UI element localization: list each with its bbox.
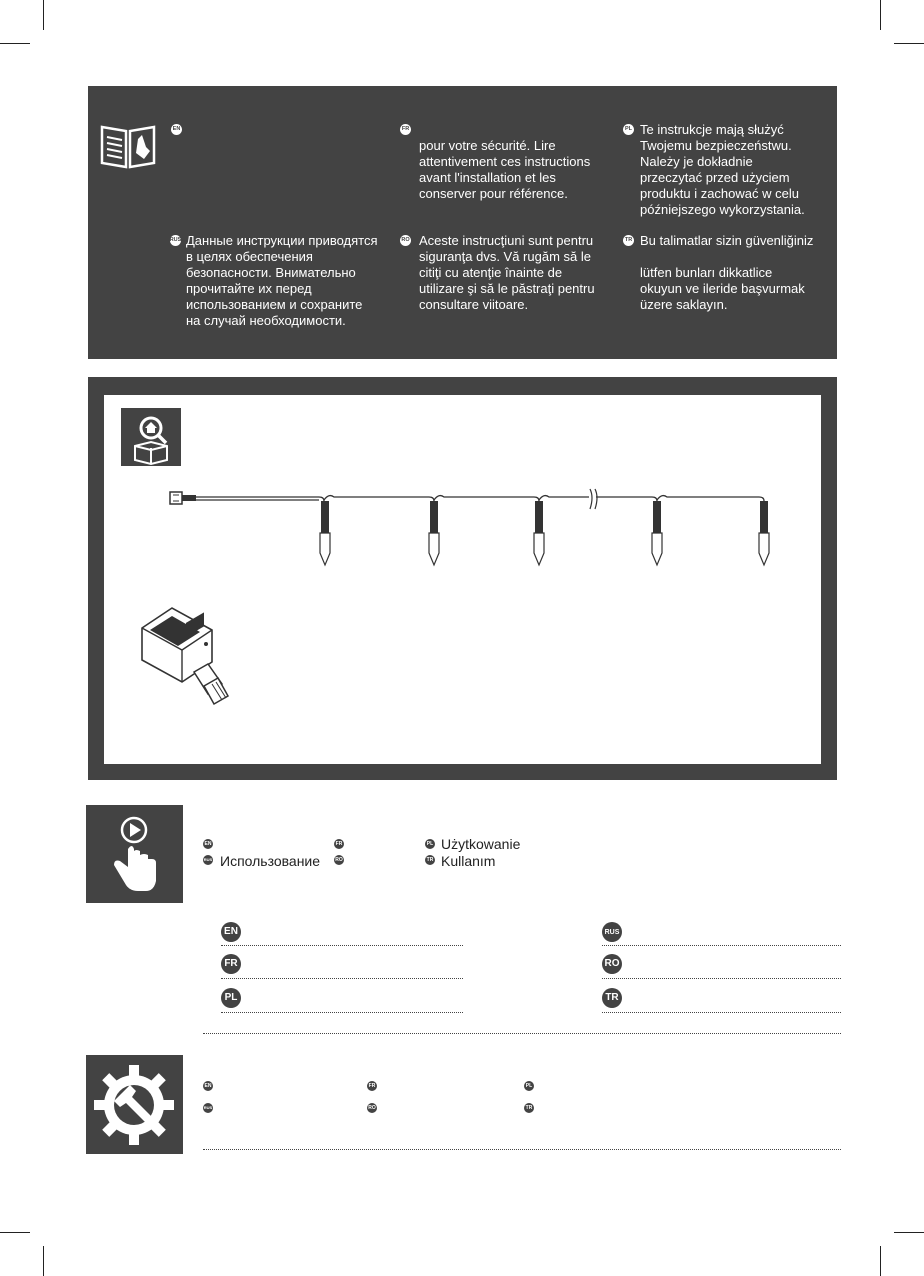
safety-text-pl: Te instrukcje mają służyć Twojemu bezpieczeństwu. Należy je dokładnie przeczytać przed użyciem produktu i zachować w celu późniejszego wykorzystania. — [640, 122, 805, 217]
line-badge-tr: TR — [602, 988, 622, 1008]
usage-label-pl: Użytkowanie — [441, 836, 521, 852]
safety-text-fr: pour votre sécurité. Lire attentivement ces instructions avant l'installation et les conserver pour référence. — [419, 138, 591, 201]
maint-badge-pl: PL — [524, 1081, 534, 1091]
crop-mark — [0, 43, 30, 44]
crop-mark — [880, 1246, 881, 1276]
light-string-illustration — [164, 485, 784, 575]
crop-mark — [43, 0, 44, 30]
bulb — [320, 501, 330, 565]
lang-badge-fr: FR — [400, 124, 411, 135]
crop-mark — [43, 1246, 44, 1276]
bulb — [652, 501, 662, 565]
gear-wrench-icon — [86, 1055, 183, 1154]
bulb — [759, 501, 769, 565]
crop-mark — [0, 1232, 30, 1233]
power-adapter-illustration — [132, 600, 242, 710]
maint-badge-rus: RUS — [203, 1103, 213, 1113]
usage-badge-tr: TR — [425, 855, 435, 865]
safety-text-ro: Aceste instrucţiuni sunt pentru siguranţa dvs. Vă rugăm să le citiţi cu atenţie înainte de utilizare şi să le păstraţi pentru consultare viitoare. — [419, 233, 595, 312]
crop-mark — [894, 1232, 924, 1233]
section-divider — [203, 1033, 841, 1034]
manual-icon — [98, 121, 158, 171]
maint-badge-tr: TR — [524, 1103, 534, 1113]
safety-text-rus: Данные инструкции приводятся в целях обеспечения безопасности. Внимательно прочитайте их перед использованием и сохраните на случай необходимости. — [186, 233, 378, 328]
usage-label-tr: Kullanım — [441, 853, 496, 869]
line-badge-fr: FR — [221, 954, 241, 974]
crop-mark — [894, 43, 924, 44]
product-search-icon — [121, 408, 181, 466]
fill-line — [221, 1012, 463, 1013]
bulb — [429, 501, 439, 565]
usage-badge-ro: RO — [334, 855, 344, 865]
fill-line — [602, 978, 841, 979]
crop-mark — [880, 0, 881, 30]
section-divider — [203, 1149, 841, 1150]
maint-badge-fr: FR — [367, 1081, 377, 1091]
usage-badge-pl: PL — [425, 839, 435, 849]
lang-badge-en: EN — [171, 124, 182, 135]
contents-panel — [104, 395, 821, 764]
fill-line — [221, 945, 463, 946]
fill-line — [602, 1012, 841, 1013]
line-badge-en: EN — [221, 922, 241, 942]
touch-play-icon — [86, 805, 183, 903]
usage-badge-rus: RUS — [203, 855, 213, 865]
fill-line — [221, 978, 463, 979]
safety-text-tr: Bu talimatlar sizin güvenliğiniz lütfen bunları dikkatlice okuyun ve ileride başvurmak üzere saklayın. — [640, 233, 814, 312]
maint-badge-ro: RO — [367, 1103, 377, 1113]
lang-badge-ro: RO — [400, 235, 411, 246]
usage-badge-fr: FR — [334, 839, 344, 849]
usage-badge-en: EN — [203, 839, 213, 849]
safety-panel — [88, 86, 837, 359]
bulb — [534, 501, 544, 565]
lang-badge-pl: PL — [623, 124, 634, 135]
line-badge-rus: RUS — [602, 922, 622, 942]
fill-line — [602, 945, 841, 946]
line-badge-ro: RO — [602, 954, 622, 974]
line-badge-pl: PL — [221, 988, 241, 1008]
lang-badge-tr: TR — [623, 235, 634, 246]
lang-badge-rus: RUS — [170, 235, 181, 246]
maint-badge-en: EN — [203, 1081, 213, 1091]
usage-label-rus: Использование — [220, 853, 321, 869]
